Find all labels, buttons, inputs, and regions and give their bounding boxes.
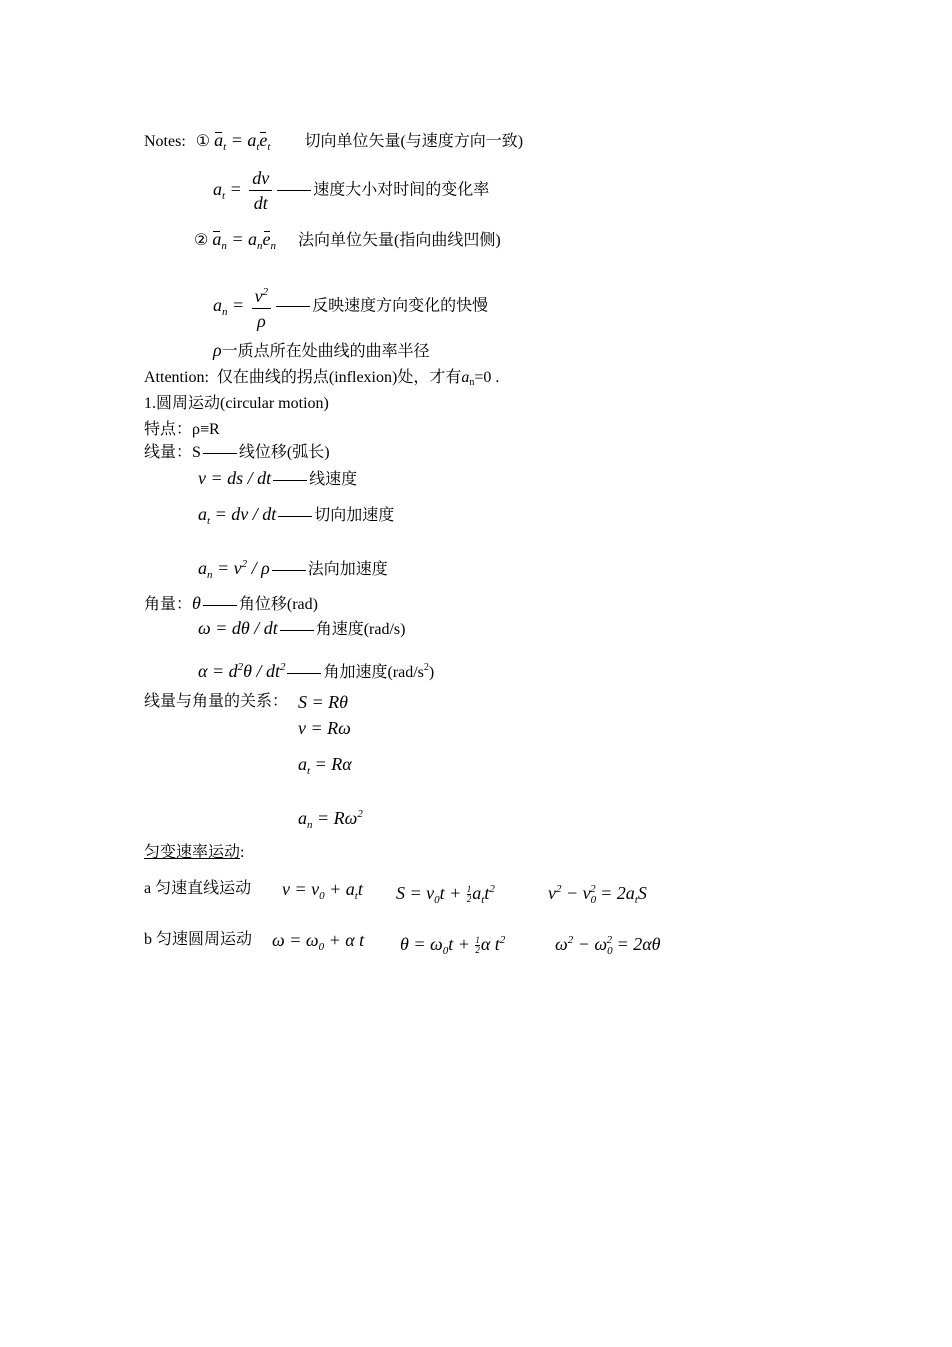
omega-description: 角速度(rad/s) — [315, 621, 406, 638]
dash-line — [272, 570, 306, 571]
linear-s-description: 线位移(弧长) — [238, 444, 330, 461]
attention-formula-tail: =0 . — [474, 369, 500, 386]
rho-description: 一质点所在处曲线的曲率半径 — [221, 343, 430, 360]
formula-s-rtheta: S = Rθ — [298, 692, 348, 712]
tangential-line — [198, 504, 394, 531]
attention-formula-a: a — [461, 369, 470, 386]
formula-at: $a_t$ = dv / dt — [198, 504, 277, 527]
alpha-line — [198, 657, 434, 683]
dash-line — [273, 480, 307, 481]
angular-label: 角量： — [144, 596, 193, 613]
dash-line — [278, 516, 312, 517]
formula-an-romega2: $a_n = R\omega^2$ — [298, 808, 363, 831]
notes-line-3 — [194, 229, 501, 256]
normal-description: 法向加速度 — [307, 561, 388, 578]
uniform-colon: : — [240, 844, 245, 861]
dash-line — [203, 605, 237, 606]
notes-line-4 — [213, 282, 488, 331]
linear-line — [144, 443, 330, 463]
dash-line — [203, 453, 237, 454]
formula-alpha: $\alpha = d^2\theta / dt^2$ — [198, 661, 286, 681]
alpha-description-sup: 2 — [423, 662, 429, 673]
attention-label: Attention: — [144, 369, 209, 386]
feature-label: 特点： — [144, 421, 193, 438]
notes-label: Notes: — [144, 133, 186, 150]
feature-line — [144, 420, 220, 440]
an-description: 法向单位矢量(指向曲线凹侧) — [298, 232, 501, 249]
formula-v-romega: v = Rω — [298, 718, 351, 738]
theta-description: 角位移(rad) — [238, 596, 318, 613]
feature-value: ρ≡R — [192, 421, 220, 438]
formula-omega: ω = dθ / dt — [198, 618, 278, 638]
velocity-description: 线速度 — [309, 471, 358, 488]
at-description: 切向单位矢量(与速度方向一致) — [304, 133, 524, 150]
case-a-label: a 匀速直线运动 — [144, 880, 252, 897]
notes-line-5 — [213, 340, 430, 362]
normal-line — [198, 554, 388, 585]
dash-line — [277, 190, 311, 191]
section-title: 1.圆周运动(circular motion) — [144, 395, 329, 412]
dash-line — [287, 673, 321, 674]
angular-line — [144, 593, 318, 615]
case-a-formula-2: $S = v_0t$ + $\frac{1}{2}$ $a_tt^2$ — [396, 883, 495, 906]
notes-line-1 — [144, 130, 523, 157]
rho-symbol: ρ — [213, 340, 222, 360]
attention-line — [144, 368, 499, 393]
formula-at-derivative: $a_t$ = $\frac{dv}{dt}$ — [213, 179, 275, 199]
case-b-line — [144, 930, 252, 950]
velocity-line — [198, 468, 357, 490]
alpha-description-pre: 角加速度(rad/s — [323, 664, 424, 681]
alpha-description-post: ) — [428, 664, 435, 681]
at-rate-description: 速度大小对时间的变化率 — [313, 181, 490, 199]
formula-v: v = ds / dt — [198, 468, 272, 488]
attention-formula-sub: n — [469, 377, 475, 388]
formula-at-vector: $a_t = a_te_t$ — [214, 130, 271, 153]
attention-text: 仅在曲线的拐点(inflexion)处，才有 — [216, 369, 462, 386]
theta-symbol: θ — [192, 593, 201, 613]
circled-two: ② — [194, 232, 209, 249]
formula-an-vector: $a_n = a_ne_n$ — [212, 229, 276, 252]
case-b-label: b 匀速圆周运动 — [144, 931, 253, 948]
case-a-formula-3: $v^2 - v_0^2 = 2a_tS$ — [548, 883, 647, 906]
dash-line — [276, 306, 310, 307]
relation-label: 线量与角量的关系： — [144, 693, 289, 710]
linear-label: 线量： — [144, 444, 193, 461]
uniform-title: 匀变速率运动 — [144, 844, 241, 861]
case-b-formula-2: $\theta = \omega_0t$ + $\frac{1}{2}$ α $t^2$ — [400, 934, 506, 957]
formula-an: $a_n = v^2 / \rho$ — [198, 558, 270, 581]
case-b-formula-3: $\omega^2 - \omega_0^2 = 2\alpha\theta$ — [555, 934, 661, 957]
dash-line — [280, 630, 314, 631]
linear-s-symbol: S — [192, 444, 201, 461]
uniform-title-line — [144, 843, 244, 863]
notes-line-2 — [213, 168, 489, 213]
case-a-formula-1: $v = v_0 + a_tt$ — [282, 879, 363, 902]
case-b-formula-1: $\omega = \omega_0 + \alpha$ t — [272, 930, 365, 953]
tangential-description: 切向加速度 — [314, 507, 395, 524]
formula-at-ralpha: $a_t = R\alpha$ — [298, 754, 352, 777]
formula-an-ratio: $a_n$ = $\frac{v^2}{\rho}$ — [213, 295, 274, 315]
case-a-line — [144, 879, 251, 899]
relation-line — [144, 692, 288, 712]
an-rate-description: 反映速度方向变化的快慢 — [312, 297, 489, 315]
circled-one: ① — [195, 133, 211, 150]
omega-line — [198, 618, 405, 640]
